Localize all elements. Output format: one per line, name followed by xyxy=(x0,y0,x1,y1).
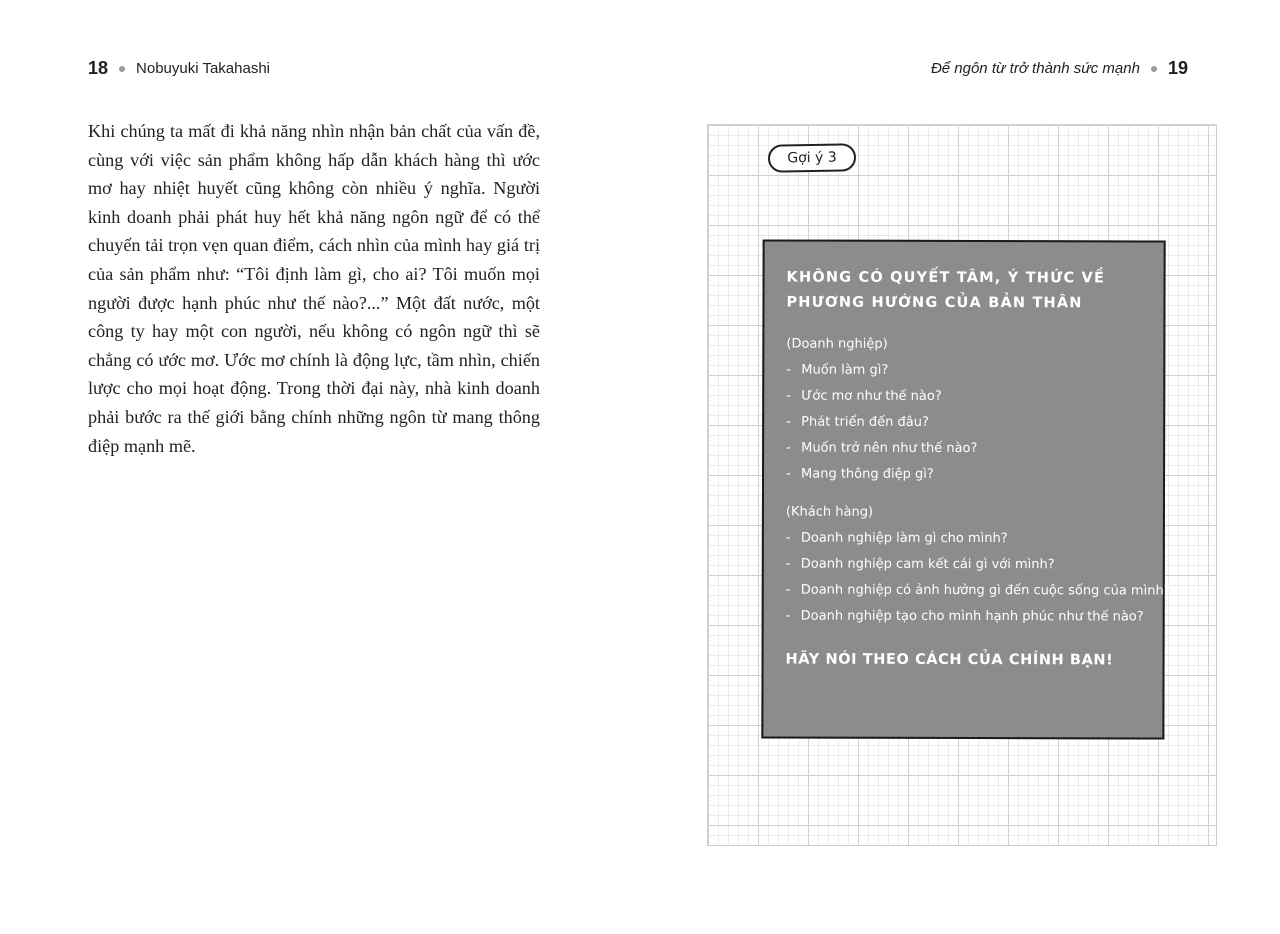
author-name: Nobuyuki Takahashi xyxy=(136,60,271,77)
list-item: - Doanh nghiệp tạo cho mình hạnh phúc như thế nào? xyxy=(785,608,1144,625)
chapter-title: Để ngôn từ trở thành sức mạnh xyxy=(930,60,1140,77)
separator-dot xyxy=(1151,66,1157,72)
list-item: - Phát triển đến đâu? xyxy=(786,414,929,430)
list-item: - Muốn làm gì? xyxy=(786,362,889,378)
group-label-business: (Doanh nghiệp) xyxy=(786,336,888,352)
list-item: - Doanh nghiệp làm gì cho mình? xyxy=(785,530,1008,547)
list-item: - Doanh nghiệp cam kết cái gì với mình? xyxy=(785,556,1055,573)
left-page-header xyxy=(88,58,270,79)
hint-heading: KHÔNG CÓ QUYẾT TÂM, Ý THỨC VỀ PHƯƠNG HƯỚNG CỦA BẢN THÂN xyxy=(786,269,1106,312)
hint-badge: Gợi ý 3 xyxy=(768,143,856,173)
list-item: - Ước mơ như thế nào? xyxy=(786,388,942,404)
hint-footer: HÃY NÓI THEO CÁCH CỦA CHÍNH BẠN! xyxy=(785,651,1114,669)
right-page-header xyxy=(931,58,1188,79)
right-page-number: 19 xyxy=(1167,58,1188,78)
separator-dot xyxy=(119,66,125,72)
hint-box xyxy=(761,239,1171,739)
list-item: - Muốn trở nên như thế nào? xyxy=(786,440,978,457)
left-page-number: 18 xyxy=(88,58,109,78)
list-item: - Mang thông điệp gì? xyxy=(786,466,934,482)
list-item: - Doanh nghiệp có ảnh hưởng gì đến cuộc sống của mình? xyxy=(785,582,1171,599)
group-spacer xyxy=(786,488,1141,503)
group-label-customer: (Khách hàng) xyxy=(785,504,874,520)
body-paragraph: Khi chúng ta mất đi khả năng nhìn nhận bản chất của vấn đề, cùng với việc sản phẩm không hấp dẫn khách hàng thì ước mơ hay nhiệt huyết cũng không còn nhiều ý nghĩa. Người kinh doanh phải phát huy hết khả năng ngôn ngữ để có thể chuyển tải trọn vẹn quan điểm, cách nhìn của mình hay giá trị của sản phẩm như: “Tôi định làm gì, cho ai? Tôi muốn mọi người được hạnh phúc như thế nào?...” Một đất nước, một công ty hay một con người, nếu không có ngôn ngữ thì sẽ chẳng có ước mơ. Ước mơ chính là động lực, tầm nhìn, chiến lược cho mọi hoạt động. Trong thời đại này, nhà kinh doanh phải bước ra thế giới bằng chính những ngôn từ mang thông điệp mạnh mẽ. xyxy=(88,121,540,456)
